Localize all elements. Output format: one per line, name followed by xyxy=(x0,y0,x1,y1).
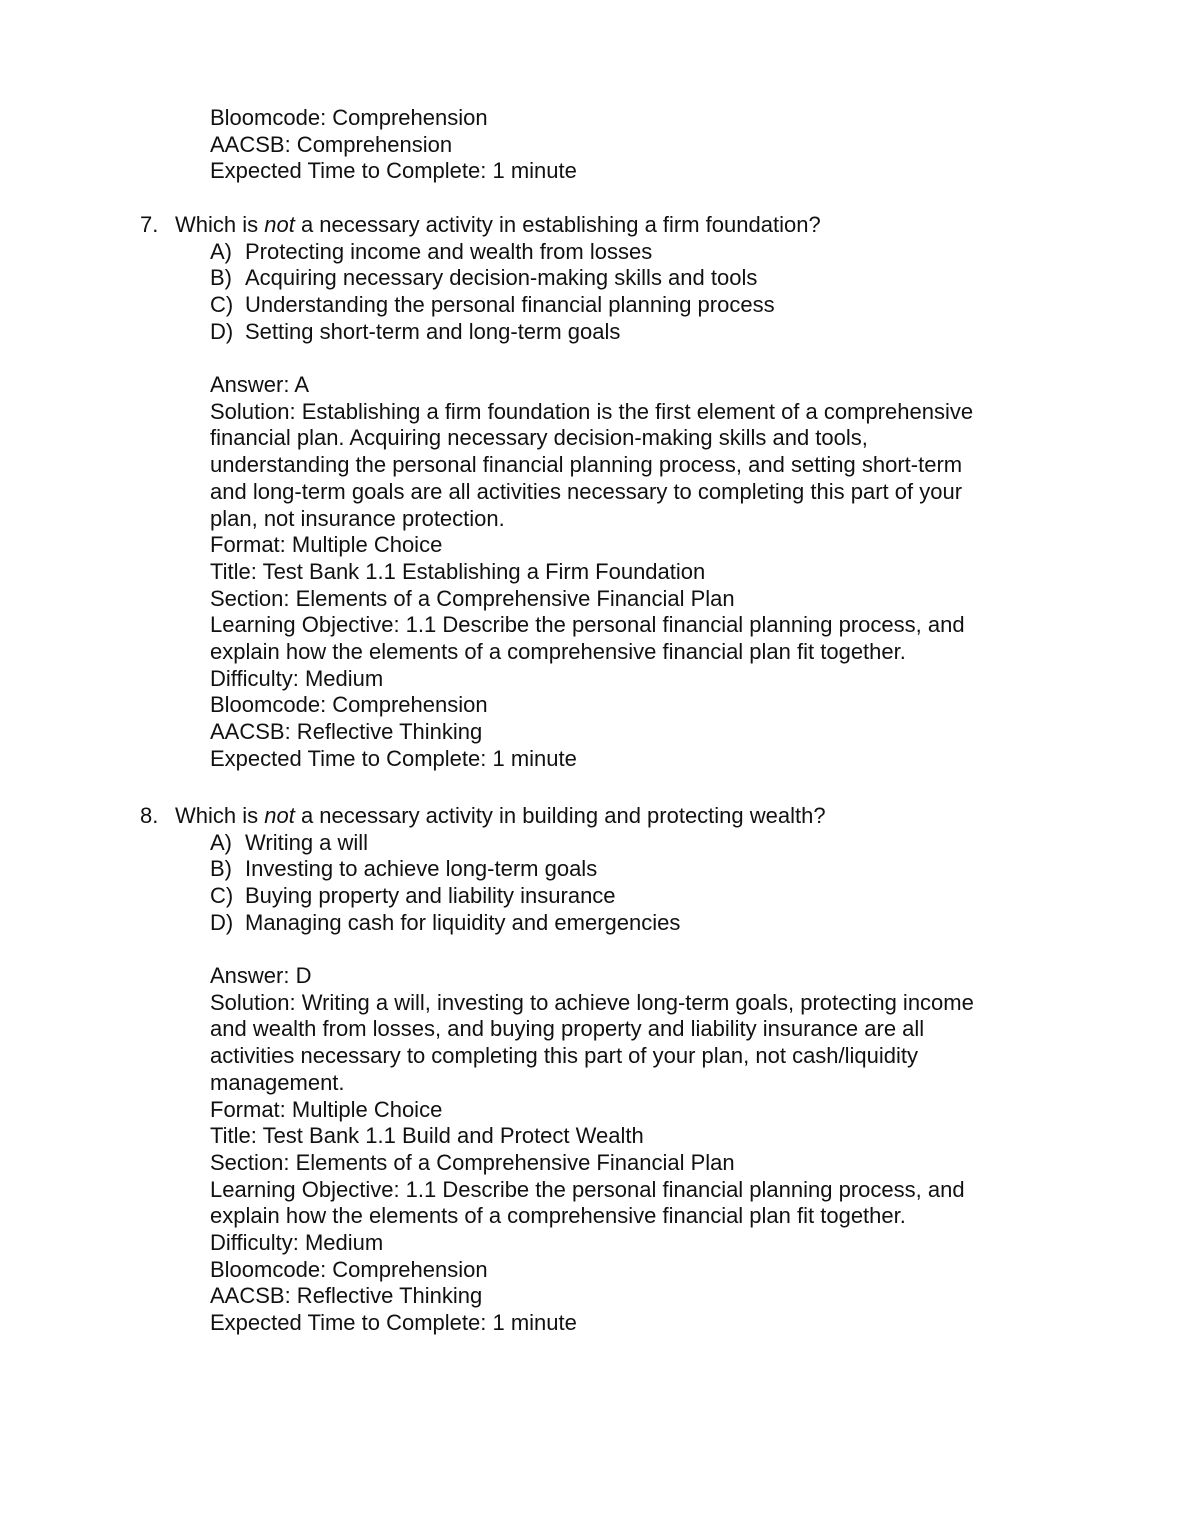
solution-line: and wealth from losses, and buying property and liability insurance are all xyxy=(210,1016,925,1042)
difficulty-line: Difficulty: Medium xyxy=(210,1230,384,1256)
solution-line: plan, not insurance protection. xyxy=(210,505,505,531)
option-c: C) Understanding the personal financial planning process xyxy=(210,292,775,318)
option-a: A) Writing a will xyxy=(210,829,369,855)
question-7 xyxy=(140,212,1040,346)
solution-line: and long-term goals are all activities necessary to completing this part of your xyxy=(210,478,963,504)
aacsb-line: AACSB: Comprehension xyxy=(210,131,453,157)
objective-line: explain how the elements of a comprehensive financial plan fit together. xyxy=(210,1203,906,1229)
solution-line: financial plan. Acquiring necessary decision-making skills and tools, xyxy=(210,425,868,451)
bloomcode-line: Bloomcode: Comprehension xyxy=(210,105,488,130)
format-line: Format: Multiple Choice xyxy=(210,1096,443,1122)
objective-line: Learning Objective: 1.1 Describe the personal financial planning process, and xyxy=(210,612,965,638)
question-8-answer-block xyxy=(210,963,1040,1337)
section-line: Section: Elements of a Comprehensive Financial Plan xyxy=(210,585,735,611)
objective-line: explain how the elements of a comprehensive financial plan fit together. xyxy=(210,639,906,665)
expected-time-line: Expected Time to Complete: 1 minute xyxy=(210,158,577,184)
solution-line: Solution: Writing a will, investing to achieve long-term goals, protecting income xyxy=(210,989,974,1015)
option-b: B) Acquiring necessary decision-making skills and tools xyxy=(210,265,758,291)
format-line: Format: Multiple Choice xyxy=(210,532,443,558)
solution-line: management. xyxy=(210,1069,345,1095)
question-8 xyxy=(140,803,1040,937)
aacsb-line: AACSB: Reflective Thinking xyxy=(210,1283,483,1309)
title-line: Title: Test Bank 1.1 Build and Protect Wealth xyxy=(210,1123,644,1149)
bloomcode-line: Bloomcode: Comprehension xyxy=(210,1256,488,1282)
emphasis-not: not xyxy=(264,803,295,828)
question-number: 7. xyxy=(140,212,159,237)
answer-line: Answer: D xyxy=(210,963,312,988)
answer-options xyxy=(210,830,1040,937)
option-b: B) Investing to achieve long-term goals xyxy=(210,856,598,882)
expected-time-line: Expected Time to Complete: 1 minute xyxy=(210,1310,577,1336)
bloomcode-line: Bloomcode: Comprehension xyxy=(210,692,488,718)
aacsb-line: AACSB: Reflective Thinking xyxy=(210,719,483,745)
solution-line: activities necessary to completing this part of your plan, not cash/liquidity xyxy=(210,1043,919,1069)
difficulty-line: Difficulty: Medium xyxy=(210,665,384,691)
option-d: D) Managing cash for liquidity and emergencies xyxy=(210,909,681,935)
question-7-answer-block xyxy=(210,372,1040,773)
expected-time-line: Expected Time to Complete: 1 minute xyxy=(210,745,577,771)
objective-line: Learning Objective: 1.1 Describe the personal financial planning process, and xyxy=(210,1176,965,1202)
question-stem: 8. Which is not a necessary activity in building and protecting wealth? xyxy=(140,803,826,828)
solution-line: understanding the personal financial planning process, and setting short-term xyxy=(210,452,963,478)
option-d: D) Setting short-term and long-term goals xyxy=(210,318,621,344)
option-c: C) Buying property and liability insurance xyxy=(210,883,616,909)
solution-line: Solution: Establishing a firm foundation is the first element of a comprehensive xyxy=(210,398,974,424)
title-line: Title: Test Bank 1.1 Establishing a Firm Foundation xyxy=(210,558,706,584)
answer-options xyxy=(210,239,1040,346)
answer-line: Answer: A xyxy=(210,372,310,397)
option-a: A) Protecting income and wealth from losses xyxy=(210,238,653,264)
section-line: Section: Elements of a Comprehensive Financial Plan xyxy=(210,1149,735,1175)
previous-question-metadata xyxy=(210,105,1040,185)
question-number: 8. xyxy=(140,803,159,828)
emphasis-not: not xyxy=(264,212,295,237)
question-stem: 7. Which is not a necessary activity in establishing a firm foundation? xyxy=(140,212,821,237)
